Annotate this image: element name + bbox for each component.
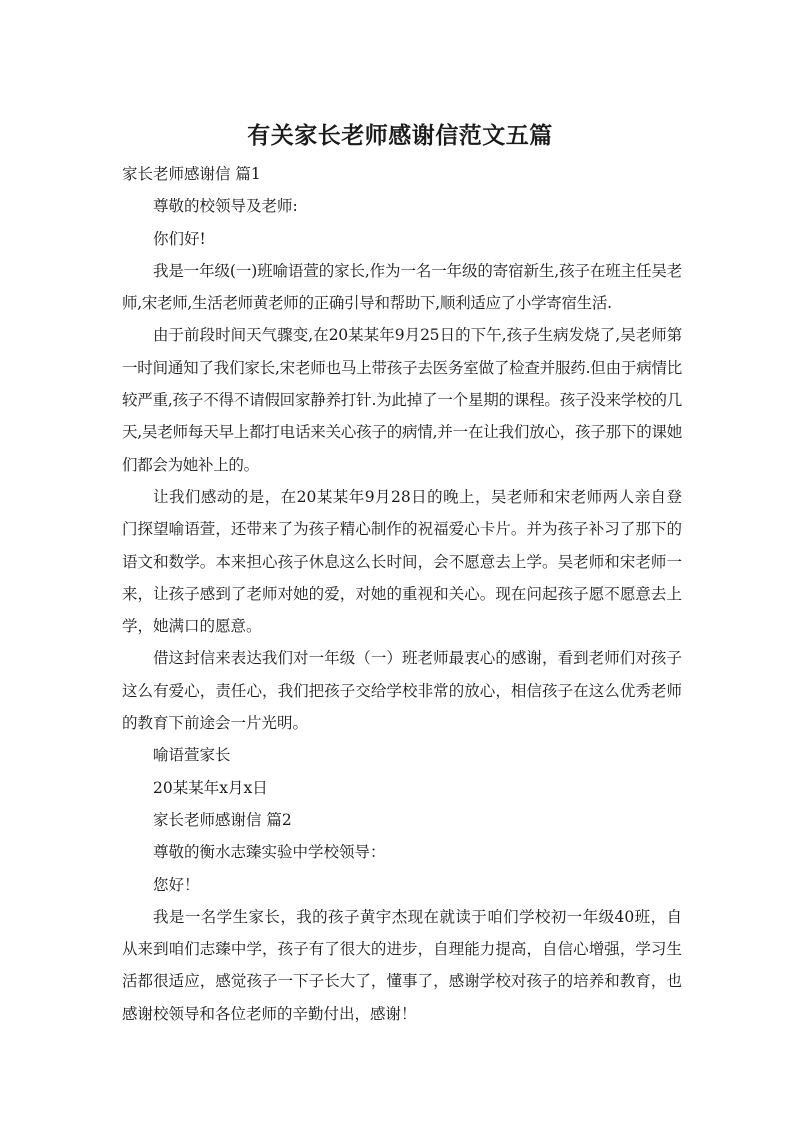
paragraph: 借这封信来表达我们对一年级（一）班老师最衷心的感谢，看到老师们对孩子这么有爱心，责任心，我们把孩子交给学校非常的放心，相信孩子在这么优秀老师的教育下前途会一片光明。 xyxy=(122,649,682,733)
paragraph: 让我们感动的是，在20某某年9月28日的晚上，吴老师和宋老师两人亲自登门探望喻语萱，还带来了为孩子精心制作的祝福爱心卡片。并为孩子补习了那下的语文和数学。本来担心孩子休息这么长时间，会不愿意去上学。吴老师和宋老师一来，让孩子感到了老师对她的爱，对她的重视和关心。现在问起孩子愿不愿意去上学，她满口的愿意。 xyxy=(122,487,682,636)
section-heading-1: 家长老师感谢信 篇1 xyxy=(122,165,261,183)
document-body xyxy=(122,158,682,1030)
greeting-1: 你们好! xyxy=(153,229,206,248)
section-heading-2: 家长老师感谢信 篇2 xyxy=(153,810,292,829)
paragraph: 我是一年级(一)班喻语萱的家长,作为一名一年级的寄宿新生,孩子在班主任吴老师,宋老师,生活老师黄老师的正确引导和帮助下,顺利适应了小学寄宿生活. xyxy=(122,261,682,313)
document-title: 有关家长老师感谢信范文五篇 xyxy=(247,123,553,149)
date-line: 20某某年x月x日 xyxy=(153,778,268,797)
salutation-2: 尊敬的衡水志臻实验中学校领导： xyxy=(153,843,386,862)
greeting-2: 您好！ xyxy=(153,875,200,894)
paragraph: 由于前段时间天气骤变,在20某某年9月25日的下午,孩子生病发烧了,吴老师第一时间通知了我们家长,宋老师也马上带孩子去医务室做了检查并服药.但由于病情比较严重,孩子不得不请假回家静养打针.为此掉了一个星期的课程。孩子没来学校的几天,吴老师每天早上都打电话来关心孩子的病情,并一在让我们放心，孩子那下的课她们都会为她补上的。 xyxy=(122,326,682,474)
signature: 喻语萱家长 xyxy=(153,746,231,765)
paragraph: 我是一名学生家长，我的孩子黄宇杰现在就读于咱们学校初一年级40班，自从来到咱们志臻中学，孩子有了很大的进步，自理能力提高，自信心增强，学习生活都很适应，感觉孩子一下子长大了，懂事了，感谢学校对孩子的培养和教育，也感谢校领导和各位老师的辛勤付出，感谢！ xyxy=(122,907,682,1023)
salutation-1: 尊敬的校领导及老师: xyxy=(153,197,298,216)
